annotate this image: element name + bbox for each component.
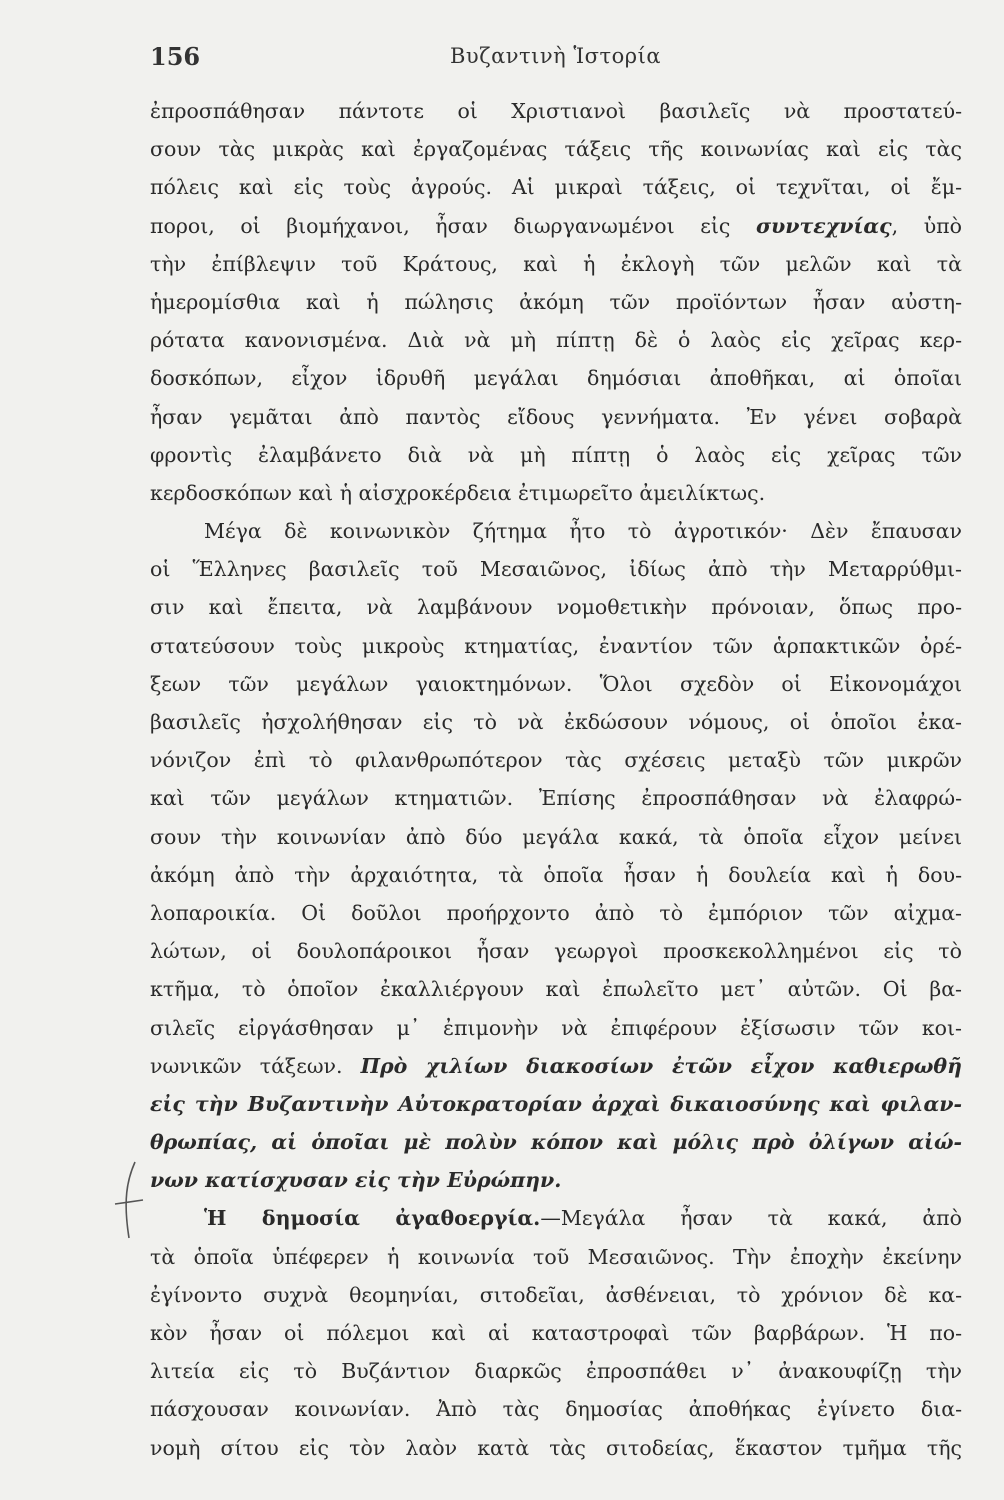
text-line: πόλεις καὶ εἰς τοὺς ἀγρούς. Αἱ μικραὶ τάξεις, οἱ τεχνῖται, οἱ ἔμ- (150, 175, 962, 200)
text-fragment: νωνικῶν τάξεων. (150, 1053, 361, 1078)
text-line: λοπαροικία. Οἱ δοῦλοι προήρχοντο ἀπὸ τὸ ἐμπόριον τῶν αἰχμα- (150, 900, 962, 925)
text-line: πάσχουσαν κοινωνίαν. Ἀπὸ τὰς δημοσίας ἀποθήκας ἐγίνετο δια- (150, 1397, 962, 1422)
text-line: Μέγα δὲ κοινωνικὸν ζήτημα ἦτο τὸ ἀγροτικόν· Δὲν ἔπαυσαν (204, 519, 962, 544)
text-line: κερδοσκόπων καὶ ἡ αἰσχροκέρδεια ἐτιμωρεῖτο ἀμειλίκτως. (150, 480, 766, 505)
text-line: οἱ Ἕλληνες βασιλεῖς τοῦ Μεσαιῶνος, ἰδίως ἀπὸ τὴν Μεταρρύθμι- (150, 557, 962, 582)
text-fragment: ποροι, οἱ βιομήχανοι, ἦσαν διωργανωμένοι εἰς (150, 213, 756, 238)
text-line: ρότατα κανονισμένα. Διὰ νὰ μὴ πίπτῃ δὲ ὁ λαὸς εἰς χεῖρας κερ- (150, 328, 962, 353)
page-header (150, 42, 962, 82)
text-line: σιν καὶ ἔπειτα, νὰ λαμβάνουν νομοθετικὴν πρόνοιαν, ὅπως προ- (150, 595, 962, 620)
text-line: ἡμερομίσθια καὶ ἡ πώλησις ἀκόμη τῶν προϊόντων ἦσαν αὐστη- (150, 289, 962, 314)
text-line (150, 1047, 962, 1085)
text-line: νόνιζον ἐπὶ τὸ φιλανθρωπότερον τὰς σχέσεις μεταξὺ τῶν μικρῶν (150, 748, 962, 773)
text-line: τὰ ὁποῖα ὑπέφερεν ἡ κοινωνία τοῦ Μεσαιῶνος. Τὴν ἐποχὴν ἐκείνην (150, 1244, 962, 1269)
text-line-emphasis: εἰς τὴν Βυζαντινὴν Αὐτοκρατορίαν ἀρχαὶ δικαιοσύνης καὶ φιλαν- (150, 1091, 962, 1116)
text-line: σιλεῖς εἰργάσθησαν μ᾽ ἐπιμονὴν νὰ ἐπιφέρουν ἐξίσωσιν τῶν κοι- (150, 1015, 962, 1040)
running-head: Βυζαντινὴ Ἱστορία (450, 44, 662, 68)
text-line (150, 1199, 962, 1237)
text-line: κὸν ἦσαν οἱ πόλεμοι καὶ αἱ καταστροφαὶ τῶν βαρβάρων. Ἡ πο- (150, 1321, 962, 1345)
page-number: 156 (150, 42, 201, 71)
text-line-emphasis: θρωπίας, αἱ ὁποῖαι μὲ πολὺν κόπον καὶ μόλις πρὸ ὀλίγων αἰώ- (150, 1130, 962, 1155)
emphasis-term: συντεχνίας (755, 213, 892, 238)
text-line: φροντὶς ἐλαμβάνετο διὰ νὰ μὴ πίπτῃ ὁ λαὸς εἰς χεῖρας τῶν (150, 442, 962, 467)
text-line: νομὴ σίτου εἰς τὸν λαὸν κατὰ τὰς σιτοδείας, ἕκαστον τμῆμα τῆς (150, 1435, 962, 1460)
paragraph-3 (150, 1199, 962, 1466)
text-fragment: —Μεγάλα ἦσαν τὰ κακά, ἀπὸ (540, 1206, 962, 1231)
text-line: βασιλεῖς ἠσχολήθησαν εἰς τὸ νὰ ἐκδώσουν νόμους, οἱ ὁποῖοι ἐκα- (150, 710, 962, 734)
text-line: κτῆμα, τὸ ὁποῖον ἐκαλλιέργουν καὶ ἐπωλεῖτο μετ᾽ αὐτῶν. Οἱ βα- (150, 977, 962, 1002)
text-line: καὶ τῶν μεγάλων κτηματιῶν. Ἐπίσης ἐπροσπάθησαν νὰ ἐλαφρώ- (150, 786, 962, 811)
section-heading: Ἡ δημοσία ἀγαθοεργία. (204, 1206, 541, 1231)
text-line: ἐπροσπάθησαν πάντοτε οἱ Χριστιανοὶ βασιλεῖς νὰ προστατεύ- (150, 99, 962, 123)
text-line: λώτων, οἱ δουλοπάροικοι ἦσαν γεωργοὶ προσκεκολλημένοι εἰς τὸ (150, 939, 962, 964)
text-line: ξεων τῶν μεγάλων γαιοκτημόνων. Ὅλοι σχεδὸν οἱ Εἰκονομάχοι (150, 671, 962, 696)
text-line: ἀκόμη ἀπὸ τὴν ἀρχαιότητα, τὰ ὁποῖα ἦσαν ἡ δουλεία καὶ ἡ δου- (150, 862, 962, 887)
margin-pencil-mark (113, 1160, 153, 1240)
text-line: στατεύσουν τοὺς μικροὺς κτηματίας, ἐναντίον τῶν ἁρπακτικῶν ὀρέ- (150, 633, 962, 658)
text-line: τὴν ἐπίβλεψιν τοῦ Κράτους, καὶ ἡ ἐκλογὴ τῶν μελῶν καὶ τὰ (150, 251, 962, 276)
text-line (150, 207, 962, 245)
text-line: ἦσαν γεμᾶται ἀπὸ παντὸς εἴδους γεννήματα. Ἐν γένει σοβαρὰ (150, 404, 962, 429)
text-fragment: , ὑπὸ (891, 213, 962, 238)
text-line: λιτεία εἰς τὸ Βυζάντιον διαρκῶς ἐπροσπάθει ν᾽ ἀνακουφίζῃ τὴν (150, 1359, 962, 1384)
text-line: δοσκόπων, εἶχον ἱδρυθῆ μεγάλαι δημόσιαι ἀποθῆκαι, αἱ ὁποῖαι (150, 366, 962, 391)
text-line-emphasis: νων κατίσχυσαν εἰς τὴν Εὐρώπην. (150, 1168, 562, 1193)
text-line: σουν τὰς μικρὰς καὶ ἐργαζομένας τάξεις τῆς κοινωνίας καὶ εἰς τὰς (150, 137, 962, 162)
emphasis-sentence: Πρὸ χιλίων διακοσίων ἐτῶν εἶχον καθιερωθῆ (360, 1053, 962, 1078)
paragraph-2 (150, 512, 962, 1199)
text-line: σουν τὴν κοινωνίαν ἀπὸ δύο μεγάλα κακά, τὰ ὁποῖα εἶχον μείνει (150, 824, 962, 849)
paragraph-1 (150, 92, 962, 512)
page-body (150, 92, 962, 1467)
text-line: ἐγίνοντο συχνὰ θεομηνίαι, σιτοδεῖαι, ἀσθένειαι, τὸ χρόνιον δὲ κα- (150, 1282, 962, 1307)
